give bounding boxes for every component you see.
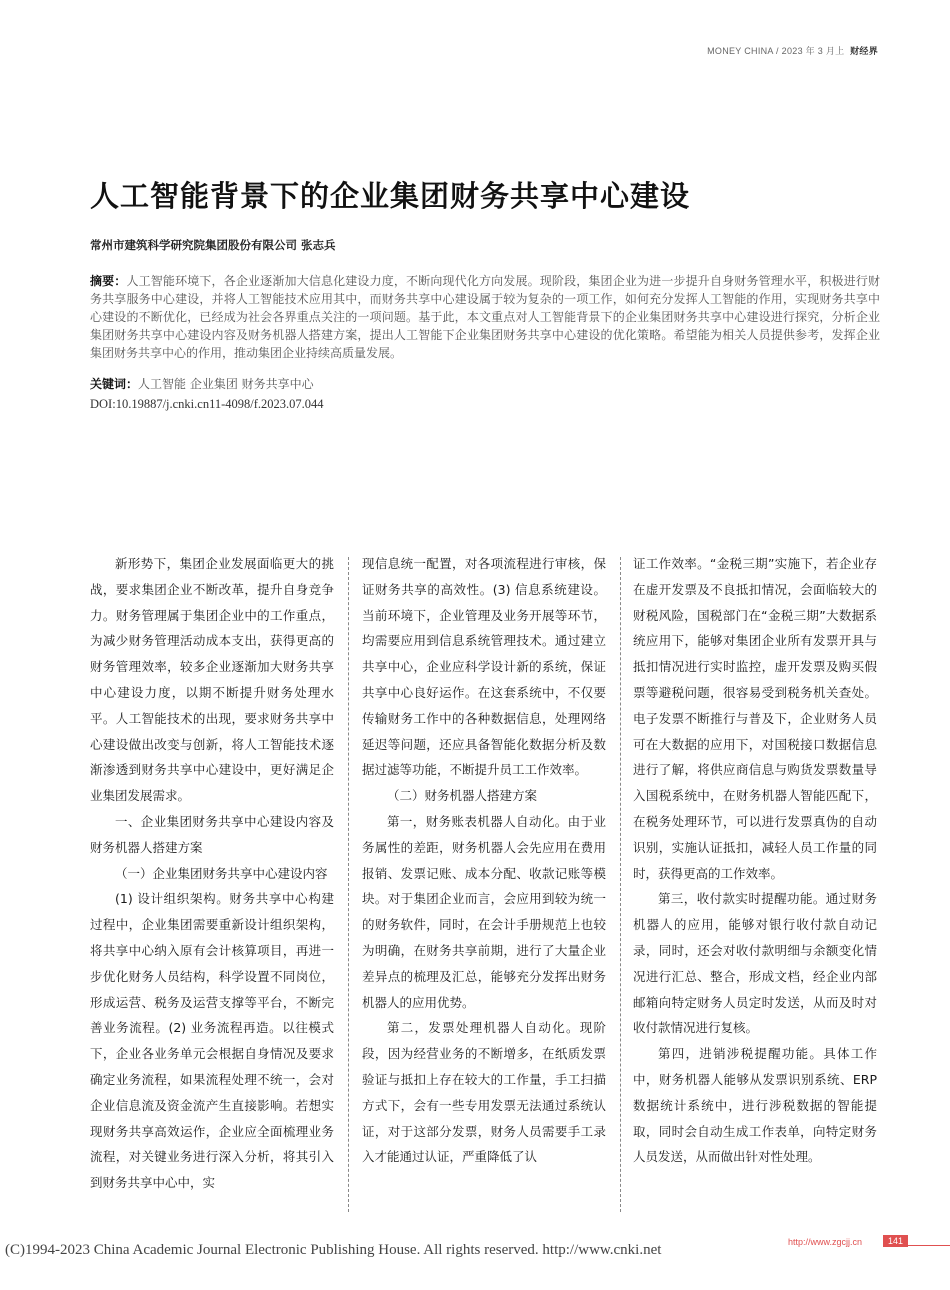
paragraph: 证工作效率。“金税三期”实施下，若企业存在虚开发票及不良抵扣情况，会面临较大的财税风险，国税部门在“金税三期”大数据系统应用下，能够对集团企业所有发票开具与抵扣情况进行实时监控，虚开发票及购买假票等避税问题，很容易受到税务机关查处。电子发票不断推行与普及下，企业财务人员可在大数据的应用下，对国税接口数据信息进行了解，将供应商信息与购货发票数量导入国税系统中，在财务机器人智能匹配下，在税务处理环节，可以进行发票真伪的自动识别，实施认证抵扣，减轻人员工作量的同时，获得更高的工作效率。: [633, 556, 877, 881]
paragraph: 新形势下，集团企业发展面临更大的挑战，要求集团企业不断改革，提升自身竞争力。财务管理属于集团企业中的工作重点，为减少财务管理活动成本支出，获得更高的财务管理效率，较多企业逐渐加大财务共享中心建设力度，以期不断提升财务处理水平。人工智能技术的出现，要求财务共享中心建设做出改变与创新，将人工智能技术逐渐渗透到财务共享中心建设中，更好满足企业集团发展需求。: [90, 556, 334, 804]
subsection-heading: （二）财务机器人搭建方案: [387, 788, 538, 804]
running-header: [707, 44, 878, 57]
paragraph: 第一，财务账表机器人自动化。由于业务属性的差距，财务机器人会先应用在费用报销、发票记账、成本分配、收款记账等模块。对于集团企业而言，会应用到较为统一的财务软件，同时，在会计手册规范上也较为明确，在财务共享前期，进行了大量企业差异点的梳理及汇总，能够充分发挥出财务机器人的应用优势。: [362, 813, 606, 1010]
abstract-label: 摘要：: [90, 274, 127, 288]
paragraph: 第三，收付款实时提醒功能。通过财务机器人的应用，能够对银行收付款自动记录，同时，还会对收付款明细与余额变化情况进行汇总、整合，形成文档，经企业内部邮箱向特定财务人员定时发送，从而及时对收付款情况进行复核。: [633, 891, 877, 1036]
issue-date: / 2023 年 3 月上: [773, 46, 845, 56]
paragraph: 现信息统一配置，对各项流程进行审核，保证财务共享的高效性。(3) 信息系统建设。当前环境下，企业管理及业务开展等环节，均需要应用到信息系统管理技术。通过建立共享中心，企业应科学设计新的系统，保证共享中心良好运作。在这套系统中，不仅要传输财务工作中的各种数据信息，处理网络延迟等问题，还应具备智能化数据分析及数据过滤等功能，不断提升员工工作效率。: [362, 556, 606, 778]
paragraph: 第四，进销涉税提醒功能。具体工作中，财务机器人能够从发票识别系统、ERP 数据统计系统中，进行涉税数据的智能提取，同时会自动生成工作表单，向特定财务人员发送，从而做出针对性处理。: [633, 1046, 877, 1165]
abstract: [90, 272, 880, 362]
keywords: [90, 375, 314, 392]
body-column-2: [362, 551, 606, 1170]
journal-name: MONEY CHINA: [707, 46, 774, 56]
column-divider: [620, 557, 621, 1212]
copyright-notice: (C)1994-2023 China Academic Journal Electronic Publishing House. All rights reserved. http://www.cnki.net: [5, 1242, 662, 1258]
page-number: 141: [883, 1235, 908, 1247]
keywords-text: 人工智能 企业集团 财务共享中心: [138, 377, 314, 391]
article-title: 人工智能背景下的企业集团财务共享中心建设: [90, 179, 691, 213]
paragraph: 第二，发票处理机器人自动化。现阶段，因为经营业务的不断增多，在纸质发票验证与抵扣上存在较大的工作量，手工扫描方式下，会有一些专用发票无法通过系统认证，对于这部分发票，财务人员需要手工录入才能通过认证，严重降低了认: [362, 1020, 606, 1165]
keywords-label: 关键词：: [90, 377, 139, 391]
column-divider: [348, 557, 349, 1212]
body-column-3: [633, 551, 877, 1170]
author-line: 常州市建筑科学研究院集团股份有限公司 张志兵: [90, 238, 336, 252]
abstract-text: 人工智能环境下，各企业逐渐加大信息化建设力度，不断向现代化方向发展。现阶段，集团企业为进一步提升自身财务管理水平，积极进行财务共享服务中心建设，并将人工智能技术应用其中，而财务共享中心建设属于较为复杂的一项工作，如何充分发挥人工智能的作用，实现财务共享中心建设的不断优化，已经成为社会各界重点关注的一项问题。基于此，本文重点对人工智能背景下的企业集团财务共享中心建设进行探究，分析企业集团财务共享中心建设内容及财务机器人搭建方案，提出人工智能下企业集团财务共享中心建设的优化策略。希望能为相关人员提供参考，发挥企业集团财务共享中心的作用，推动集团企业持续高质量发展。: [90, 274, 880, 360]
journal-url[interactable]: http://www.zgcjj.cn: [788, 1237, 863, 1247]
section-heading: 一、企业集团财务共享中心建设内容及财务机器人搭建方案: [90, 813, 334, 855]
section-name: 财经界: [850, 46, 878, 56]
body-column-1: [90, 551, 334, 1196]
doi: DOI:10.19887/j.cnki.cn11-4098/f.2023.07.044: [90, 397, 324, 411]
paragraph: (1) 设计组织架构。财务共享中心构建过程中，企业集团需要重新设计组织架构，将共享中心纳入原有会计核算项目，再进一步优化财务人员结构，科学设置不同岗位，形成运营、税务及运营支撑等平台，不断完善业务流程。(2) 业务流程再造。以往模式下，企业各业务单元会根据自身情况及要求确定业务流程，如果流程处理不统一，会对企业信息流及资金流产生直接影响。若想实现财务共享高效运作，企业应全面梳理业务流程，对关键业务进行深入分析，将其引入到财务共享中心中，实: [90, 891, 334, 1191]
subsection-heading: （一）企业集团财务共享中心建设内容: [115, 865, 328, 881]
footer-rule: [906, 1245, 950, 1246]
